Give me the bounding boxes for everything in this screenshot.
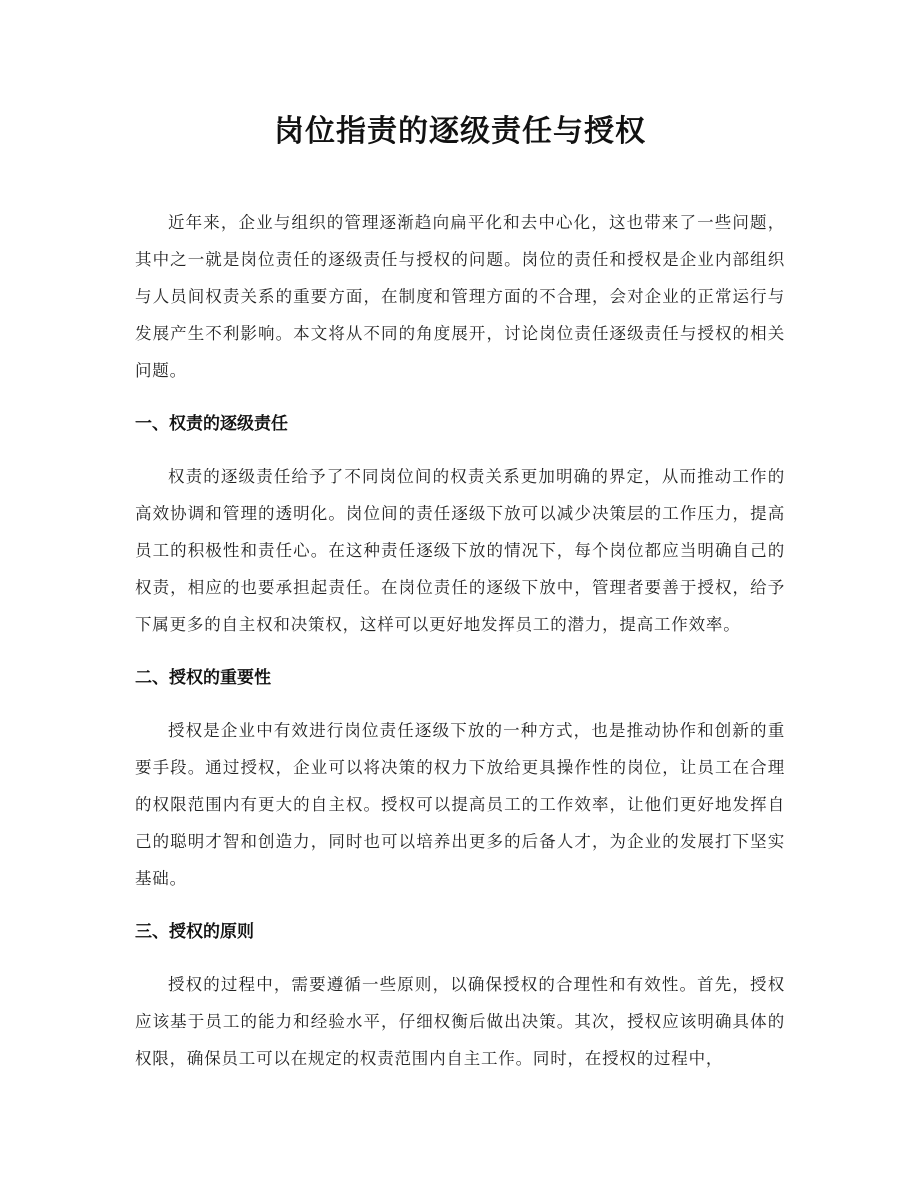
section-heading-1: 一、权责的逐级责任 [135,414,288,434]
section-heading-2: 二、授权的重要性 [135,668,271,688]
section-body-1: 权责的逐级责任给予了不同岗位间的权责关系更加明确的界定，从而推动工作的高效协调和管理的透明化。岗位间的责任逐级下放可以减少决策层的工作压力，提高员工的积极性和责任心。在这种责任逐级下放的情况下，每个岗位都应当明确自己的权责，相应的也要承担起责任。在岗位责任的逐级下放中，管理者要善于授权，给予下属更多的自主权和决策权，这样可以更好地发挥员工的潜力，提高工作效率。 [135,467,785,634]
document-title: 岗位指责的逐级责任与授权 [274,114,646,149]
section-body-2: 授权是企业中有效进行岗位责任逐级下放的一种方式，也是推动协作和创新的重要手段。通过授权，企业可以将决策的权力下放给更具操作性的岗位，让员工在合理的权限范围内有更大的自主权。授权可以提高员工的工作效率，让他们更好地发挥自己的聪明才智和创造力，同时也可以培养出更多的后备人才，为企业的发展打下坚实基础。 [135,721,785,888]
intro-paragraph: 近年来，企业与组织的管理逐渐趋向扁平化和去中心化，这也带来了一些问题，其中之一就是岗位责任的逐级责任与授权的问题。岗位的责任和授权是企业内部组织与人员间权责关系的重要方面，在制度和管理方面的不合理，会对企业的正常运行与发展产生不利影响。本文将从不同的角度展开，讨论岗位责任逐级责任与授权的相关问题。 [135,213,785,380]
section-body-3: 授权的过程中，需要遵循一些原则，以确保授权的合理性和有效性。首先，授权应该基于员工的能力和经验水平，仔细权衡后做出决策。其次，授权应该明确具体的权限，确保员工可以在规定的权责范围内自主工作。同时，在授权的过程中， [135,975,785,1068]
section-heading-3: 三、授权的原则 [135,922,254,942]
